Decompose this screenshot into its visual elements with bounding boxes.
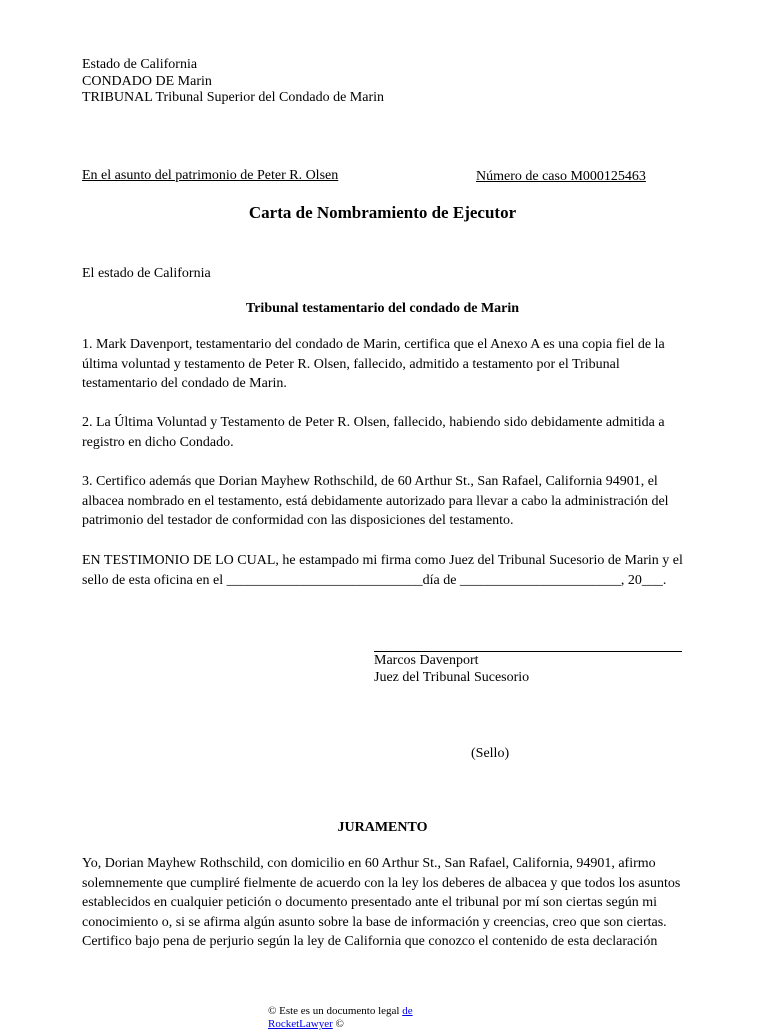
signer-name: Marcos Davenport (374, 653, 479, 668)
paragraph-line: 2. La Última Voluntad y Testamento de Peter R. Olsen, fallecido, habiendo sido debidamente admitida a (82, 415, 665, 430)
document-title: Carta de Nombramiento de Ejecutor (248, 203, 517, 222)
paragraph-line: 3. Certifico además que Dorian Mayhew Rothschild, de 60 Arthur St., San Rafael, California 94901, el (82, 474, 658, 489)
signature-block (374, 652, 529, 686)
signer-title: Juez del Tribunal Sucesorio (374, 670, 530, 685)
paragraph-line: patrimonio del testador de conformidad con las disposiciones del testamento. (82, 513, 514, 529)
paragraph-1 (82, 335, 682, 394)
witness-paragraph (82, 551, 682, 590)
paragraph-line: última voluntad y testamento de Peter R. Olsen, fallecido, admitido a testamento por el Tribunal (82, 356, 620, 372)
paragraph-line: testamentario del condado de Marin. (82, 376, 287, 392)
footer-link-de[interactable]: de (402, 1005, 413, 1017)
paragraph-line: solemnemente que cumpliré fielmente de acuerdo con la ley los deberes de albacea y que todos los asuntos (82, 875, 681, 891)
oath-heading: JURAMENTO (337, 820, 428, 835)
county-line: CONDADO DE Marin (82, 73, 212, 89)
case-matter: En el asunto del patrimonio de Peter R. Olsen (82, 168, 339, 183)
footer-notice-line2 (268, 1018, 344, 1030)
paragraph-line: Yo, Dorian Mayhew Rothschild, con domicilio en 60 Arthur St., San Rafael, California, 94901, afirmo (82, 856, 656, 871)
paragraph-line: registro en dicho Condado. (82, 434, 234, 450)
paragraph-2 (82, 413, 682, 452)
paragraph-line: establecidos en cualquier petición o documento presentado ante el tribunal por mí son ciertas según mi (82, 895, 657, 911)
paragraph-line: albacea nombrado en el testamento, está debidamente autorizado para llevar a cabo la administración del (82, 493, 669, 509)
paragraph-line: EN TESTIMONIO DE LO CUAL, he estampado mi firma como Juez del Tribunal Sucesorio de Marin y el (82, 553, 683, 568)
footer-tail: © (332, 1018, 344, 1030)
case-number: Número de caso M000125463 (476, 169, 646, 184)
court-heading: Tribunal testamentario del condado de Marin (245, 301, 520, 316)
seal-label: (Sello) (471, 746, 510, 761)
footer-notice (268, 1005, 413, 1017)
paragraph-line: 1. Mark Davenport, testamentario del condado de Marin, certifica que el Anexo A es una copia fiel de la (82, 337, 665, 352)
oath-paragraph (82, 854, 682, 952)
paragraph-line: conocimiento o, si se afirma algún asunto sobre la base de información y creencias, creo que son ciertas. (82, 914, 667, 930)
paragraph-line: Certifico bajo pena de perjurio según la ley de California que conozco el contenido de esta declaración (82, 934, 658, 950)
state-line: Estado de California (82, 57, 198, 72)
court-header (82, 57, 384, 107)
paragraph-line: sello de esta oficina en el ____________________________día de _______________________, 20___. (82, 572, 667, 588)
footer-text: © Este es un documento legal (268, 1005, 403, 1017)
paragraph-3 (82, 472, 682, 531)
court-line: TRIBUNAL Tribunal Superior del Condado de Marin (82, 90, 385, 105)
footer-link-rocketlawyer[interactable]: RocketLawyer (268, 1018, 333, 1030)
state-of-california-line: El estado de California (82, 266, 211, 281)
